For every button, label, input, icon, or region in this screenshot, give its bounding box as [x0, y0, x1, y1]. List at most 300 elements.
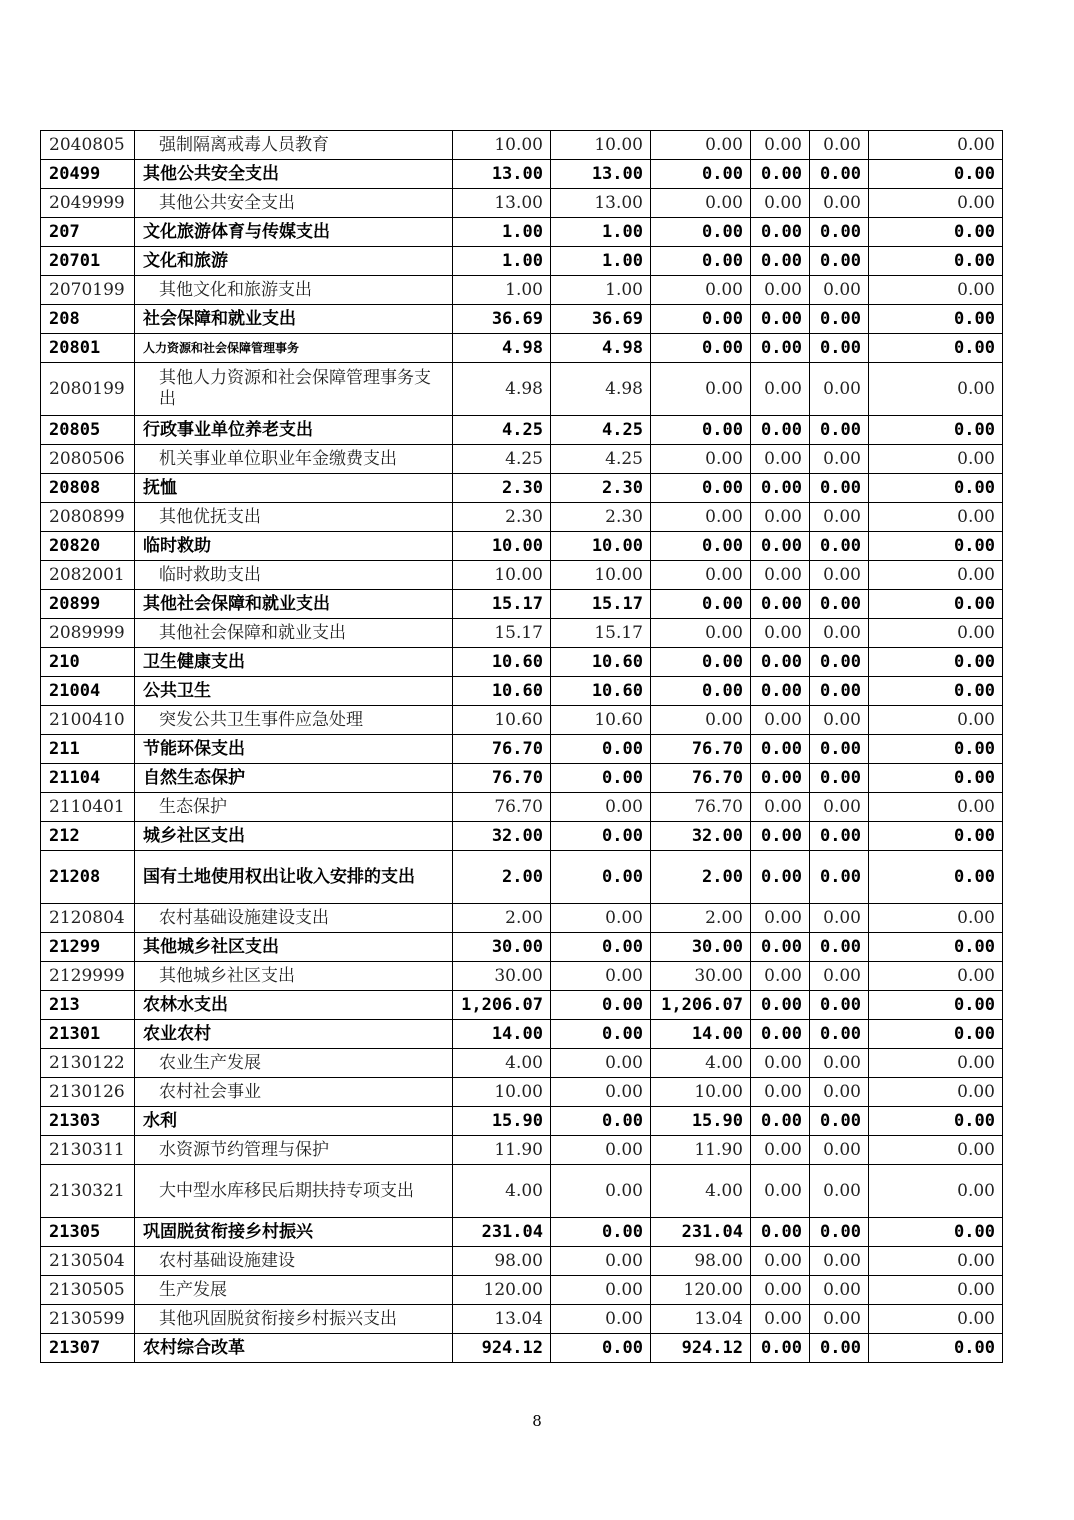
cell-code: 21208: [41, 851, 135, 904]
cell-name: 其他公共安全支出: [135, 189, 453, 218]
cell-state-capital: 0.00: [751, 822, 810, 851]
cell-general-budget: 36.69: [551, 305, 651, 334]
cell-state-capital: 0.00: [751, 764, 810, 793]
cell-code: 2130126: [41, 1078, 135, 1107]
cell-general-budget: 10.60: [551, 677, 651, 706]
cell-total: 4.00: [453, 1165, 551, 1218]
page-number: 8: [532, 1412, 542, 1430]
cell-state-capital: 0.00: [751, 590, 810, 619]
cell-fund-budget: 98.00: [651, 1247, 751, 1276]
cell-general-budget: 2.30: [551, 474, 651, 503]
cell-fund-budget: 0.00: [651, 503, 751, 532]
cell-other: 0.00: [869, 363, 1003, 416]
cell-total: 13.00: [453, 189, 551, 218]
cell-fund-budget: 0.00: [651, 363, 751, 416]
cell-name: 水利: [135, 1107, 453, 1136]
cell-state-capital: 0.00: [751, 363, 810, 416]
cell-name: 生产发展: [135, 1276, 453, 1305]
cell-name: 强制隔离戒毒人员教育: [135, 131, 453, 160]
cell-fiscal-special: 0.00: [810, 1136, 869, 1165]
cell-fiscal-special: 0.00: [810, 648, 869, 677]
cell-other: 0.00: [869, 1078, 1003, 1107]
cell-state-capital: 0.00: [751, 1305, 810, 1334]
cell-fiscal-special: 0.00: [810, 1078, 869, 1107]
cell-state-capital: 0.00: [751, 1334, 810, 1363]
cell-code: 20801: [41, 334, 135, 363]
cell-total: 10.00: [453, 1078, 551, 1107]
cell-fund-budget: 0.00: [651, 445, 751, 474]
cell-name: 临时救助支出: [135, 561, 453, 590]
cell-code: 2082001: [41, 561, 135, 590]
cell-code: 20808: [41, 474, 135, 503]
cell-other: 0.00: [869, 561, 1003, 590]
table-row: [41, 764, 1003, 793]
cell-general-budget: 15.17: [551, 590, 651, 619]
cell-general-budget: 0.00: [551, 1049, 651, 1078]
cell-other: 0.00: [869, 1334, 1003, 1363]
cell-general-budget: 1.00: [551, 276, 651, 305]
cell-name: 抚恤: [135, 474, 453, 503]
cell-fiscal-special: 0.00: [810, 706, 869, 735]
cell-fiscal-special: 0.00: [810, 503, 869, 532]
cell-name: 节能环保支出: [135, 735, 453, 764]
cell-state-capital: 0.00: [751, 416, 810, 445]
cell-total: 4.25: [453, 416, 551, 445]
cell-general-budget: 1.00: [551, 218, 651, 247]
cell-code: 211: [41, 735, 135, 764]
cell-fiscal-special: 0.00: [810, 1276, 869, 1305]
table-row: [41, 218, 1003, 247]
cell-state-capital: 0.00: [751, 1078, 810, 1107]
cell-total: 13.04: [453, 1305, 551, 1334]
cell-other: 0.00: [869, 1020, 1003, 1049]
cell-general-budget: 0.00: [551, 991, 651, 1020]
cell-fiscal-special: 0.00: [810, 590, 869, 619]
cell-fund-budget: 0.00: [651, 334, 751, 363]
cell-total: 2.30: [453, 474, 551, 503]
cell-general-budget: 10.00: [551, 532, 651, 561]
table-row: [41, 793, 1003, 822]
cell-fund-budget: 15.90: [651, 1107, 751, 1136]
table-row: [41, 1049, 1003, 1078]
budget-table: [40, 130, 1003, 1363]
table-row: [41, 1136, 1003, 1165]
cell-fiscal-special: 0.00: [810, 793, 869, 822]
cell-total: 924.12: [453, 1334, 551, 1363]
cell-fund-budget: 0.00: [651, 706, 751, 735]
cell-total: 1.00: [453, 276, 551, 305]
cell-fiscal-special: 0.00: [810, 962, 869, 991]
cell-fund-budget: 0.00: [651, 532, 751, 561]
cell-fund-budget: 4.00: [651, 1049, 751, 1078]
cell-name: 大中型水库移民后期扶持专项支出: [135, 1165, 453, 1218]
cell-code: 207: [41, 218, 135, 247]
cell-state-capital: 0.00: [751, 735, 810, 764]
cell-other: 0.00: [869, 1276, 1003, 1305]
table-row: [41, 851, 1003, 904]
table-row: [41, 648, 1003, 677]
cell-total: 15.17: [453, 619, 551, 648]
cell-fiscal-special: 0.00: [810, 334, 869, 363]
cell-fiscal-special: 0.00: [810, 561, 869, 590]
cell-fiscal-special: 0.00: [810, 218, 869, 247]
cell-fund-budget: 0.00: [651, 305, 751, 334]
table-row: [41, 1247, 1003, 1276]
cell-state-capital: 0.00: [751, 160, 810, 189]
cell-state-capital: 0.00: [751, 1136, 810, 1165]
cell-code: 2130504: [41, 1247, 135, 1276]
cell-total: 13.00: [453, 160, 551, 189]
cell-fiscal-special: 0.00: [810, 1218, 869, 1247]
cell-state-capital: 0.00: [751, 706, 810, 735]
cell-name: 农村基础设施建设支出: [135, 904, 453, 933]
table-row: [41, 904, 1003, 933]
cell-general-budget: 13.00: [551, 160, 651, 189]
cell-name: 社会保障和就业支出: [135, 305, 453, 334]
cell-other: 0.00: [869, 503, 1003, 532]
cell-other: 0.00: [869, 1218, 1003, 1247]
cell-total: 10.60: [453, 706, 551, 735]
cell-fiscal-special: 0.00: [810, 822, 869, 851]
cell-fund-budget: 924.12: [651, 1334, 751, 1363]
table-row: [41, 962, 1003, 991]
cell-total: 30.00: [453, 962, 551, 991]
table-row: [41, 334, 1003, 363]
cell-fund-budget: 0.00: [651, 561, 751, 590]
cell-other: 0.00: [869, 735, 1003, 764]
cell-fund-budget: 120.00: [651, 1276, 751, 1305]
cell-other: 0.00: [869, 904, 1003, 933]
cell-other: 0.00: [869, 1165, 1003, 1218]
cell-fiscal-special: 0.00: [810, 1334, 869, 1363]
cell-name: 生态保护: [135, 793, 453, 822]
table-row: [41, 532, 1003, 561]
cell-code: 2120804: [41, 904, 135, 933]
cell-total: 36.69: [453, 305, 551, 334]
cell-total: 231.04: [453, 1218, 551, 1247]
table-row: [41, 561, 1003, 590]
cell-general-budget: 0.00: [551, 1136, 651, 1165]
table-row: [41, 822, 1003, 851]
cell-name: 文化和旅游: [135, 247, 453, 276]
cell-fund-budget: 76.70: [651, 735, 751, 764]
cell-total: 15.17: [453, 590, 551, 619]
cell-code: 2129999: [41, 962, 135, 991]
cell-code: 2130311: [41, 1136, 135, 1165]
cell-name: 人力资源和社会保障管理事务: [135, 334, 453, 363]
cell-state-capital: 0.00: [751, 1020, 810, 1049]
table-row: [41, 1334, 1003, 1363]
cell-other: 0.00: [869, 1247, 1003, 1276]
cell-state-capital: 0.00: [751, 851, 810, 904]
cell-fund-budget: 0.00: [651, 677, 751, 706]
cell-fund-budget: 0.00: [651, 247, 751, 276]
cell-general-budget: 0.00: [551, 764, 651, 793]
cell-name: 农村综合改革: [135, 1334, 453, 1363]
cell-general-budget: 0.00: [551, 793, 651, 822]
cell-total: 76.70: [453, 764, 551, 793]
cell-code: 20499: [41, 160, 135, 189]
cell-name: 其他城乡社区支出: [135, 962, 453, 991]
cell-fund-budget: 0.00: [651, 218, 751, 247]
cell-general-budget: 4.98: [551, 334, 651, 363]
cell-total: 10.00: [453, 532, 551, 561]
cell-other: 0.00: [869, 334, 1003, 363]
cell-other: 0.00: [869, 764, 1003, 793]
cell-code: 21303: [41, 1107, 135, 1136]
cell-code: 20820: [41, 532, 135, 561]
cell-code: 2080199: [41, 363, 135, 416]
cell-name: 其他优抚支出: [135, 503, 453, 532]
cell-state-capital: 0.00: [751, 1276, 810, 1305]
cell-name: 其他巩固脱贫衔接乡村振兴支出: [135, 1305, 453, 1334]
cell-fund-budget: 0.00: [651, 276, 751, 305]
cell-code: 20701: [41, 247, 135, 276]
cell-total: 4.00: [453, 1049, 551, 1078]
cell-name: 农村基础设施建设: [135, 1247, 453, 1276]
table-body: [41, 131, 1003, 1363]
table-row: [41, 1078, 1003, 1107]
cell-other: 0.00: [869, 160, 1003, 189]
cell-fiscal-special: 0.00: [810, 735, 869, 764]
cell-total: 2.00: [453, 851, 551, 904]
cell-name: 农业农村: [135, 1020, 453, 1049]
cell-name: 其他社会保障和就业支出: [135, 619, 453, 648]
cell-fiscal-special: 0.00: [810, 131, 869, 160]
cell-general-budget: 0.00: [551, 933, 651, 962]
cell-fund-budget: 231.04: [651, 1218, 751, 1247]
cell-fiscal-special: 0.00: [810, 851, 869, 904]
cell-fiscal-special: 0.00: [810, 764, 869, 793]
cell-fiscal-special: 0.00: [810, 933, 869, 962]
cell-code: 2130122: [41, 1049, 135, 1078]
cell-state-capital: 0.00: [751, 561, 810, 590]
cell-code: 2130321: [41, 1165, 135, 1218]
table-row: [41, 1305, 1003, 1334]
cell-total: 76.70: [453, 735, 551, 764]
cell-total: 10.60: [453, 648, 551, 677]
cell-name: 其他社会保障和就业支出: [135, 590, 453, 619]
cell-state-capital: 0.00: [751, 276, 810, 305]
cell-name: 卫生健康支出: [135, 648, 453, 677]
cell-code: 2080506: [41, 445, 135, 474]
cell-name: 突发公共卫生事件应急处理: [135, 706, 453, 735]
cell-general-budget: 0.00: [551, 1218, 651, 1247]
cell-code: 213: [41, 991, 135, 1020]
cell-fund-budget: 11.90: [651, 1136, 751, 1165]
cell-state-capital: 0.00: [751, 474, 810, 503]
cell-general-budget: 0.00: [551, 962, 651, 991]
cell-state-capital: 0.00: [751, 1247, 810, 1276]
cell-fiscal-special: 0.00: [810, 445, 869, 474]
cell-other: 0.00: [869, 218, 1003, 247]
cell-general-budget: 0.00: [551, 904, 651, 933]
cell-other: 0.00: [869, 851, 1003, 904]
cell-code: 2130505: [41, 1276, 135, 1305]
cell-code: 2049999: [41, 189, 135, 218]
cell-fiscal-special: 0.00: [810, 160, 869, 189]
cell-code: 2080899: [41, 503, 135, 532]
cell-code: 20805: [41, 416, 135, 445]
cell-other: 0.00: [869, 793, 1003, 822]
cell-name: 农村社会事业: [135, 1078, 453, 1107]
cell-state-capital: 0.00: [751, 503, 810, 532]
cell-state-capital: 0.00: [751, 305, 810, 334]
cell-fiscal-special: 0.00: [810, 677, 869, 706]
cell-name: 国有土地使用权出让收入安排的支出: [135, 851, 453, 904]
table-row: [41, 677, 1003, 706]
cell-fiscal-special: 0.00: [810, 363, 869, 416]
cell-state-capital: 0.00: [751, 218, 810, 247]
cell-other: 0.00: [869, 1107, 1003, 1136]
cell-total: 98.00: [453, 1247, 551, 1276]
cell-fund-budget: 4.00: [651, 1165, 751, 1218]
cell-general-budget: 0.00: [551, 851, 651, 904]
cell-code: 21104: [41, 764, 135, 793]
cell-name: 行政事业单位养老支出: [135, 416, 453, 445]
cell-code: 21004: [41, 677, 135, 706]
table-row: [41, 1165, 1003, 1218]
cell-code: 2040805: [41, 131, 135, 160]
cell-code: 208: [41, 305, 135, 334]
table-row: [41, 933, 1003, 962]
cell-total: 76.70: [453, 793, 551, 822]
cell-name: 水资源节约管理与保护: [135, 1136, 453, 1165]
cell-state-capital: 0.00: [751, 131, 810, 160]
cell-state-capital: 0.00: [751, 962, 810, 991]
cell-fund-budget: 0.00: [651, 619, 751, 648]
cell-fund-budget: 14.00: [651, 1020, 751, 1049]
cell-general-budget: 15.17: [551, 619, 651, 648]
cell-name: 其他公共安全支出: [135, 160, 453, 189]
cell-total: 10.60: [453, 677, 551, 706]
cell-state-capital: 0.00: [751, 991, 810, 1020]
table-row: [41, 503, 1003, 532]
cell-state-capital: 0.00: [751, 904, 810, 933]
cell-total: 1.00: [453, 218, 551, 247]
cell-other: 0.00: [869, 532, 1003, 561]
cell-name: 临时救助: [135, 532, 453, 561]
table-row: [41, 189, 1003, 218]
table-row: [41, 247, 1003, 276]
table-row: [41, 735, 1003, 764]
cell-code: 210: [41, 648, 135, 677]
cell-total: 2.00: [453, 904, 551, 933]
cell-fund-budget: 0.00: [651, 474, 751, 503]
cell-fund-budget: 32.00: [651, 822, 751, 851]
cell-general-budget: 0.00: [551, 822, 651, 851]
table-row: [41, 445, 1003, 474]
cell-general-budget: 13.00: [551, 189, 651, 218]
cell-fund-budget: 1,206.07: [651, 991, 751, 1020]
table-row: [41, 706, 1003, 735]
cell-other: 0.00: [869, 677, 1003, 706]
table-row: [41, 1276, 1003, 1305]
cell-general-budget: 4.25: [551, 445, 651, 474]
cell-fiscal-special: 0.00: [810, 1107, 869, 1136]
cell-total: 120.00: [453, 1276, 551, 1305]
table-row: [41, 1107, 1003, 1136]
cell-name: 机关事业单位职业年金缴费支出: [135, 445, 453, 474]
cell-fiscal-special: 0.00: [810, 904, 869, 933]
cell-state-capital: 0.00: [751, 793, 810, 822]
cell-other: 0.00: [869, 822, 1003, 851]
cell-code: 21301: [41, 1020, 135, 1049]
table-row: [41, 160, 1003, 189]
cell-name: 巩固脱贫衔接乡村振兴: [135, 1218, 453, 1247]
cell-total: 30.00: [453, 933, 551, 962]
cell-total: 4.98: [453, 363, 551, 416]
table-row: [41, 1020, 1003, 1049]
cell-code: 2110401: [41, 793, 135, 822]
cell-fiscal-special: 0.00: [810, 1020, 869, 1049]
table-row: [41, 416, 1003, 445]
table-row: [41, 1218, 1003, 1247]
cell-fiscal-special: 0.00: [810, 532, 869, 561]
cell-state-capital: 0.00: [751, 334, 810, 363]
cell-fiscal-special: 0.00: [810, 416, 869, 445]
cell-fiscal-special: 0.00: [810, 619, 869, 648]
cell-state-capital: 0.00: [751, 1218, 810, 1247]
cell-fund-budget: 76.70: [651, 793, 751, 822]
cell-code: 2100410: [41, 706, 135, 735]
cell-fiscal-special: 0.00: [810, 305, 869, 334]
cell-total: 15.90: [453, 1107, 551, 1136]
cell-other: 0.00: [869, 706, 1003, 735]
cell-fund-budget: 10.00: [651, 1078, 751, 1107]
table-row: [41, 305, 1003, 334]
cell-total: 4.98: [453, 334, 551, 363]
table-row: [41, 363, 1003, 416]
cell-code: 2130599: [41, 1305, 135, 1334]
cell-other: 0.00: [869, 648, 1003, 677]
cell-fiscal-special: 0.00: [810, 1165, 869, 1218]
cell-name: 农业生产发展: [135, 1049, 453, 1078]
cell-general-budget: 0.00: [551, 1247, 651, 1276]
cell-name: 文化旅游体育与传媒支出: [135, 218, 453, 247]
cell-state-capital: 0.00: [751, 532, 810, 561]
cell-other: 0.00: [869, 131, 1003, 160]
cell-general-budget: 0.00: [551, 1078, 651, 1107]
cell-name: 其他文化和旅游支出: [135, 276, 453, 305]
table-row: [41, 276, 1003, 305]
cell-name: 公共卫生: [135, 677, 453, 706]
cell-total: 32.00: [453, 822, 551, 851]
cell-fiscal-special: 0.00: [810, 189, 869, 218]
cell-fund-budget: 2.00: [651, 851, 751, 904]
cell-other: 0.00: [869, 305, 1003, 334]
cell-fiscal-special: 0.00: [810, 474, 869, 503]
cell-fiscal-special: 0.00: [810, 276, 869, 305]
cell-total: 10.00: [453, 131, 551, 160]
cell-total: 10.00: [453, 561, 551, 590]
table-row: [41, 991, 1003, 1020]
cell-code: 212: [41, 822, 135, 851]
cell-general-budget: 2.30: [551, 503, 651, 532]
cell-other: 0.00: [869, 933, 1003, 962]
cell-fiscal-special: 0.00: [810, 247, 869, 276]
cell-general-budget: 4.98: [551, 363, 651, 416]
cell-name: 自然生态保护: [135, 764, 453, 793]
table-row: [41, 619, 1003, 648]
cell-general-budget: 0.00: [551, 1334, 651, 1363]
cell-state-capital: 0.00: [751, 619, 810, 648]
cell-total: 2.30: [453, 503, 551, 532]
cell-other: 0.00: [869, 590, 1003, 619]
cell-name: 城乡社区支出: [135, 822, 453, 851]
cell-fiscal-special: 0.00: [810, 1305, 869, 1334]
cell-fund-budget: 13.04: [651, 1305, 751, 1334]
